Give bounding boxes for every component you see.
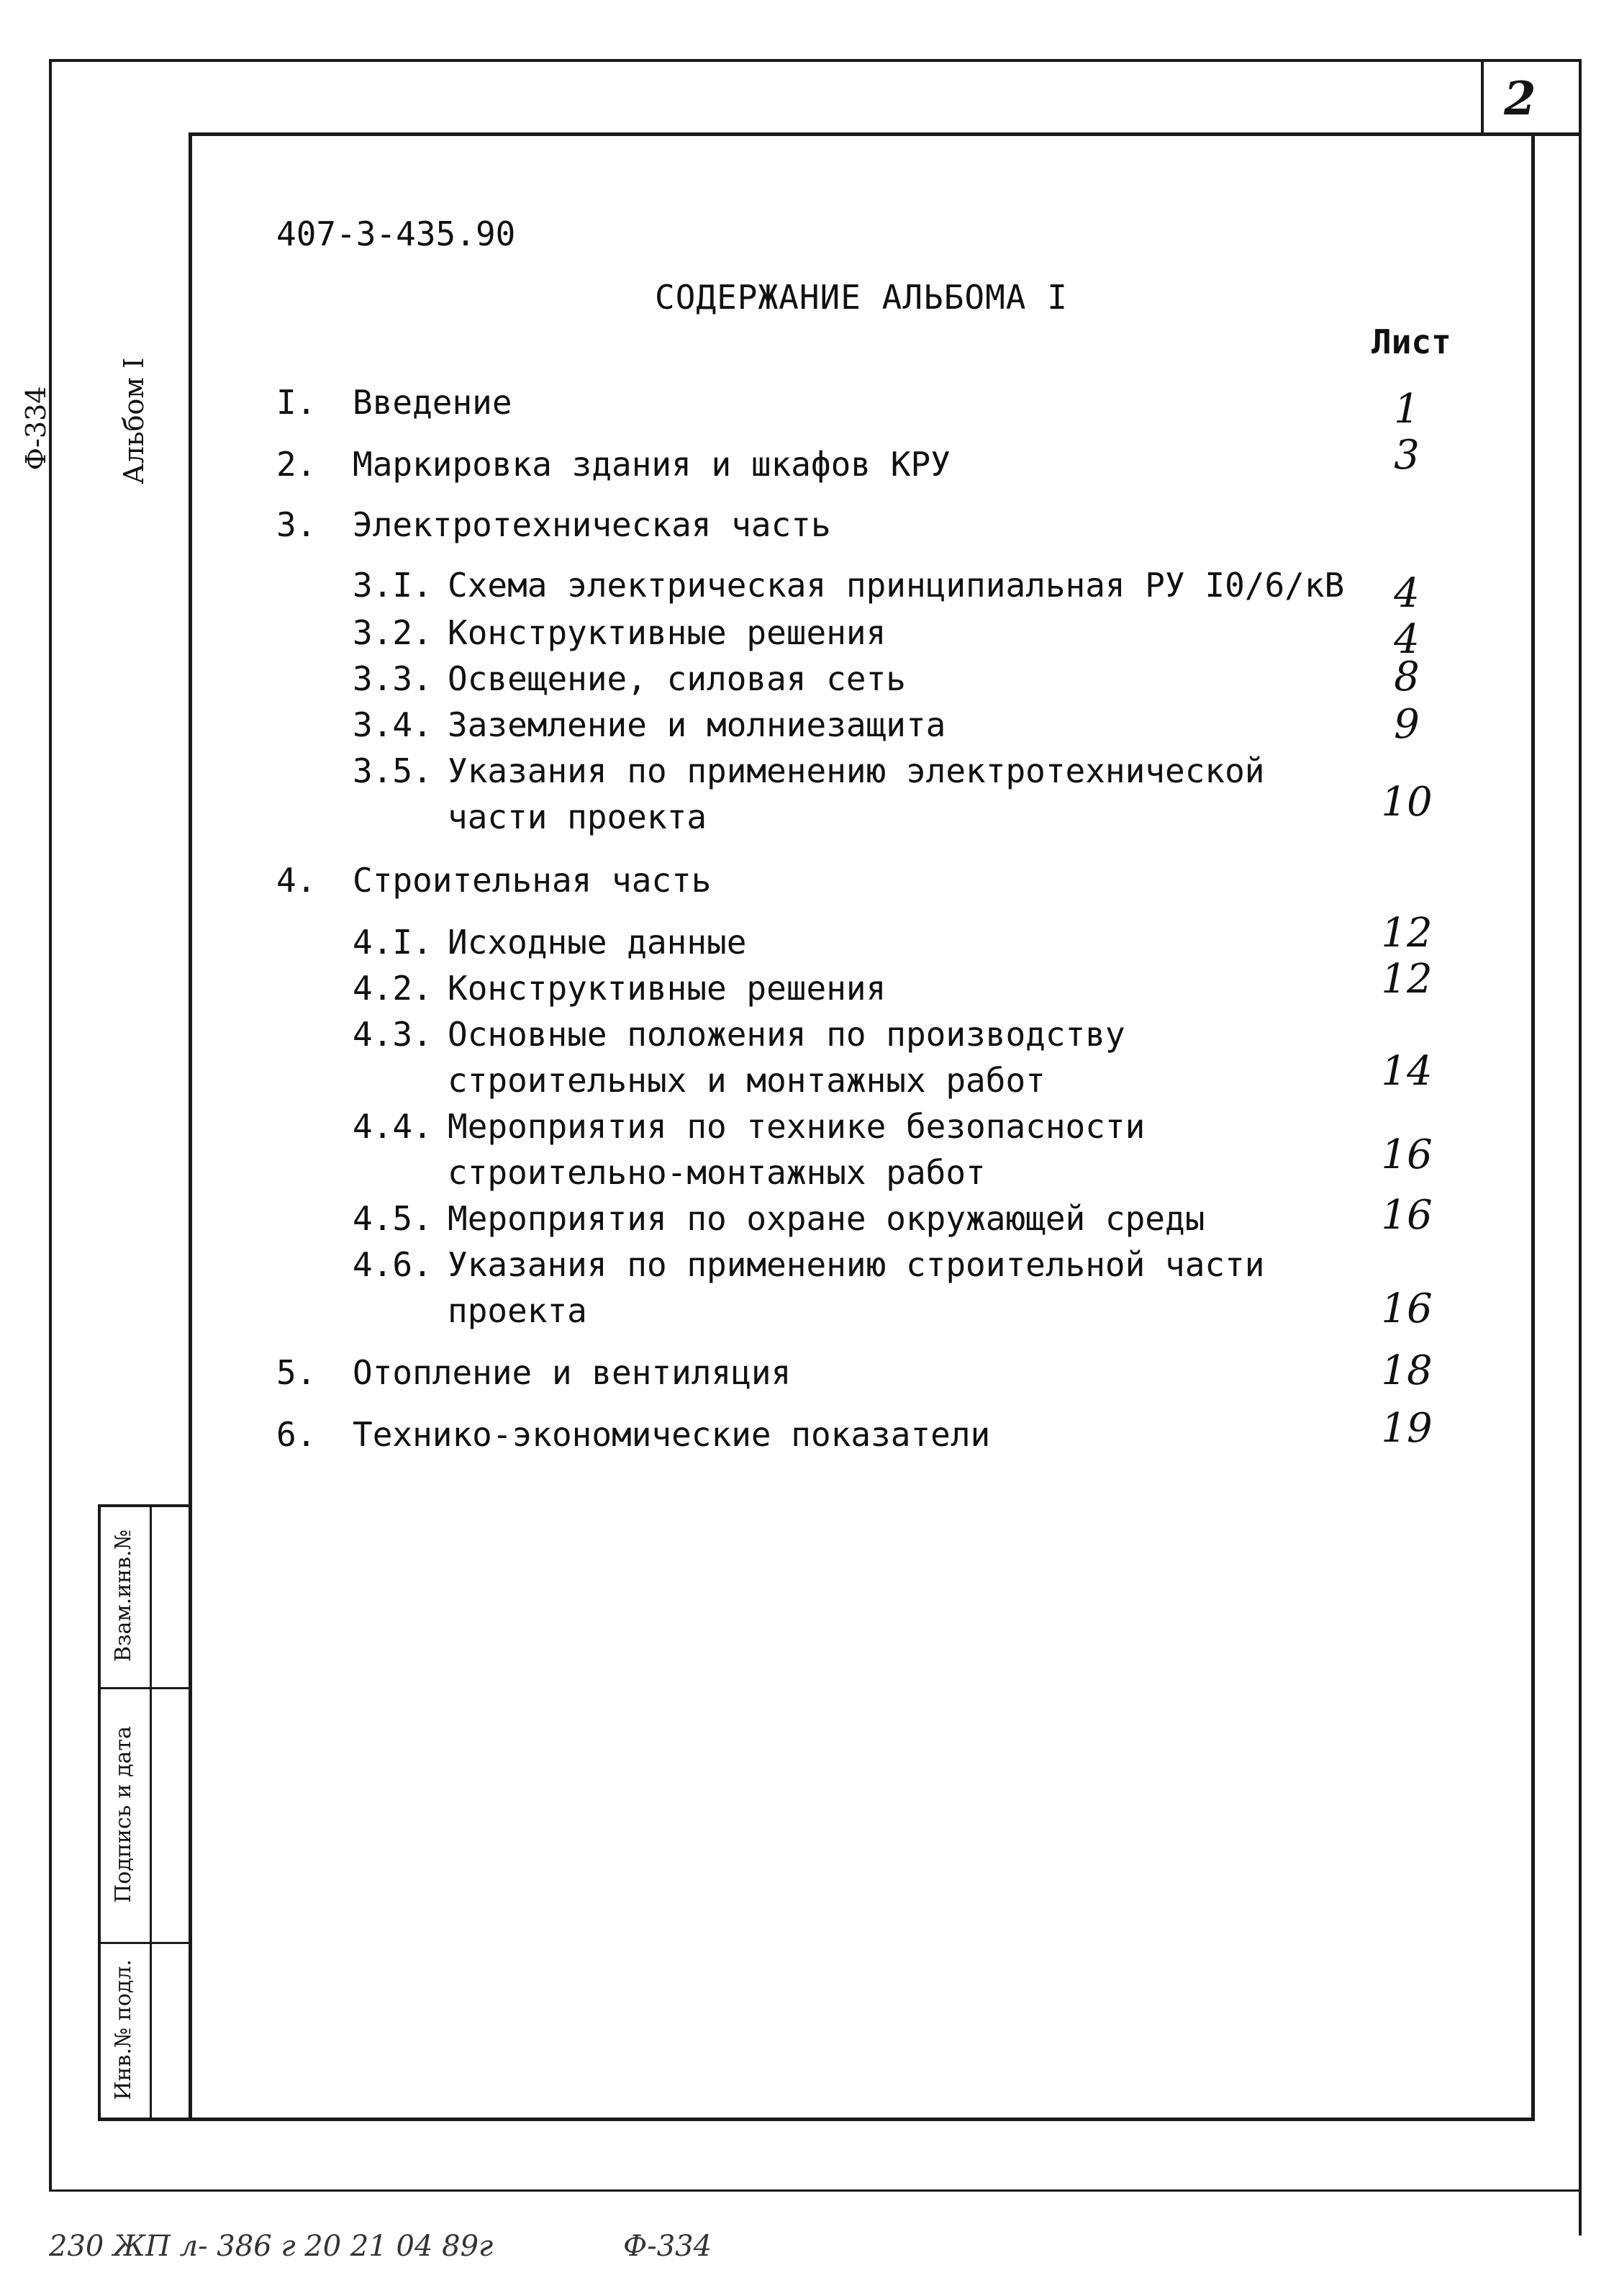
toc-page: 9	[1394, 701, 1420, 748]
toc-title: Мероприятия по охране окружающей среды	[448, 1199, 1205, 1238]
toc-number: 3.3.	[353, 659, 432, 698]
outer-frame-bottom	[49, 2189, 1582, 2192]
toc-number: 3.4.	[353, 705, 432, 744]
toc-number: 4.	[276, 861, 317, 900]
outer-frame-top	[49, 59, 1582, 62]
toc-title: Заземление и молниезащита	[448, 705, 946, 744]
toc-page: 1	[1394, 386, 1420, 433]
toc-page: 16	[1381, 1285, 1433, 1332]
side-label-album: Альбом I	[118, 358, 150, 485]
stamp-divider-vertical	[150, 1504, 152, 2120]
toc-number: 4.5.	[353, 1199, 432, 1238]
list-item	[0, 1347, 1614, 1399]
toc-title: Электротехническая часть	[353, 505, 831, 544]
toc-number: 4.I.	[353, 923, 432, 962]
toc-title: Конструктивные решения	[448, 969, 887, 1008]
stamp-field-signature-date: Подпись и дата	[111, 1726, 136, 1903]
toc-page: 12	[1381, 910, 1433, 957]
toc-page: 3	[1394, 432, 1420, 479]
toc-number: 2.	[276, 445, 317, 484]
list-item	[0, 701, 1614, 751]
toc-page: 4	[1394, 570, 1420, 617]
list-item	[0, 751, 1614, 845]
stamp-divider-2	[98, 1942, 191, 1944]
toc-title: Маркировка здания и шкафов КРУ	[353, 445, 951, 484]
toc-number: 5.	[276, 1353, 317, 1392]
sheet-number: 2	[1504, 72, 1536, 126]
toc-number: 4.6.	[353, 1245, 432, 1284]
list-item	[0, 956, 1614, 1015]
toc-page: 16	[1381, 1192, 1433, 1239]
toc-number: 4.2.	[353, 969, 432, 1008]
toc-title: Освещение, силовая сеть	[448, 659, 906, 698]
list-item	[0, 910, 1614, 969]
toc-number: 3.2.	[353, 613, 432, 652]
toc-title-continuation: части проекта	[448, 797, 707, 836]
list-item	[0, 654, 1614, 705]
sheet-number-box-left	[1481, 59, 1484, 135]
toc-page: 14	[1381, 1048, 1433, 1095]
toc-page: 19	[1381, 1405, 1433, 1452]
toc-number: 4.3.	[353, 1015, 432, 1054]
list-item	[0, 1405, 1614, 1461]
toc-page: 12	[1381, 956, 1433, 1003]
list-item	[0, 1015, 1614, 1108]
toc-title: Основные положения по производству	[448, 1015, 1125, 1054]
toc-title-continuation: проекта	[448, 1291, 587, 1330]
list-item	[0, 1192, 1614, 1245]
footer-registration: 230 ЖП л- 386 г 20 21 04 89г	[49, 2230, 494, 2263]
toc-title: Исходные данные	[448, 923, 747, 962]
toc-page: 10	[1381, 779, 1433, 826]
toc-title: Введение	[353, 383, 512, 422]
toc-number: 3.5.	[353, 751, 432, 790]
list-item	[0, 505, 1614, 551]
toc-title: Конструктивные решения	[448, 613, 887, 652]
list-item	[0, 861, 1614, 907]
inner-frame-bottom	[98, 2118, 1535, 2121]
stamp-left	[98, 1504, 101, 2120]
toc-title-continuation: строительных и монтажных работ	[448, 1061, 1046, 1100]
toc-page: 18	[1381, 1347, 1433, 1394]
footer-code: Ф-334	[623, 2230, 712, 2263]
inner-frame-top	[189, 132, 1582, 136]
toc-page: 16	[1381, 1131, 1433, 1178]
list-item	[0, 1107, 1614, 1201]
list-item	[0, 1245, 1614, 1339]
toc-page: 8	[1394, 654, 1420, 700]
stamp-divider-1	[98, 1687, 191, 1689]
side-label-code: Ф-334	[20, 386, 52, 471]
page-title: СОДЕРЖАНИЕ АЛЬБОМА I	[655, 278, 1068, 317]
toc-title: Строительная часть	[353, 861, 712, 900]
toc-page: 4	[1394, 616, 1420, 663]
sheet-column-header: Лист	[1372, 322, 1451, 361]
toc-title: Указания по применению электротехнической	[448, 751, 1265, 790]
list-item	[0, 383, 1614, 433]
stamp-top	[98, 1504, 191, 1507]
toc-title: Технико-экономические показатели	[353, 1415, 991, 1454]
toc-title: Схема электрическая принципиальная РУ I0/6/кВ	[448, 566, 1345, 605]
toc-title: Отопление и вентиляция	[353, 1353, 792, 1392]
list-item	[0, 613, 1614, 663]
toc-number: 3.I.	[353, 566, 432, 605]
toc-number: 4.4.	[353, 1107, 432, 1146]
toc-number: 3.	[276, 505, 317, 544]
toc-number: I.	[276, 383, 317, 422]
toc-title: Мероприятия по технике безопасности	[448, 1107, 1146, 1146]
stamp-field-replacement-inventory: Взам.инв.№	[111, 1529, 136, 1662]
toc-title: Указания по применению строительной части	[448, 1245, 1265, 1284]
list-item	[0, 432, 1614, 491]
stamp-field-original-inventory: Инв.№ подл.	[111, 1959, 136, 2100]
toc-number: 6.	[276, 1415, 317, 1454]
document-code: 407-3-435.90	[276, 214, 516, 253]
toc-title-continuation: строительно-монтажных работ	[448, 1153, 986, 1192]
list-item	[0, 566, 1614, 617]
